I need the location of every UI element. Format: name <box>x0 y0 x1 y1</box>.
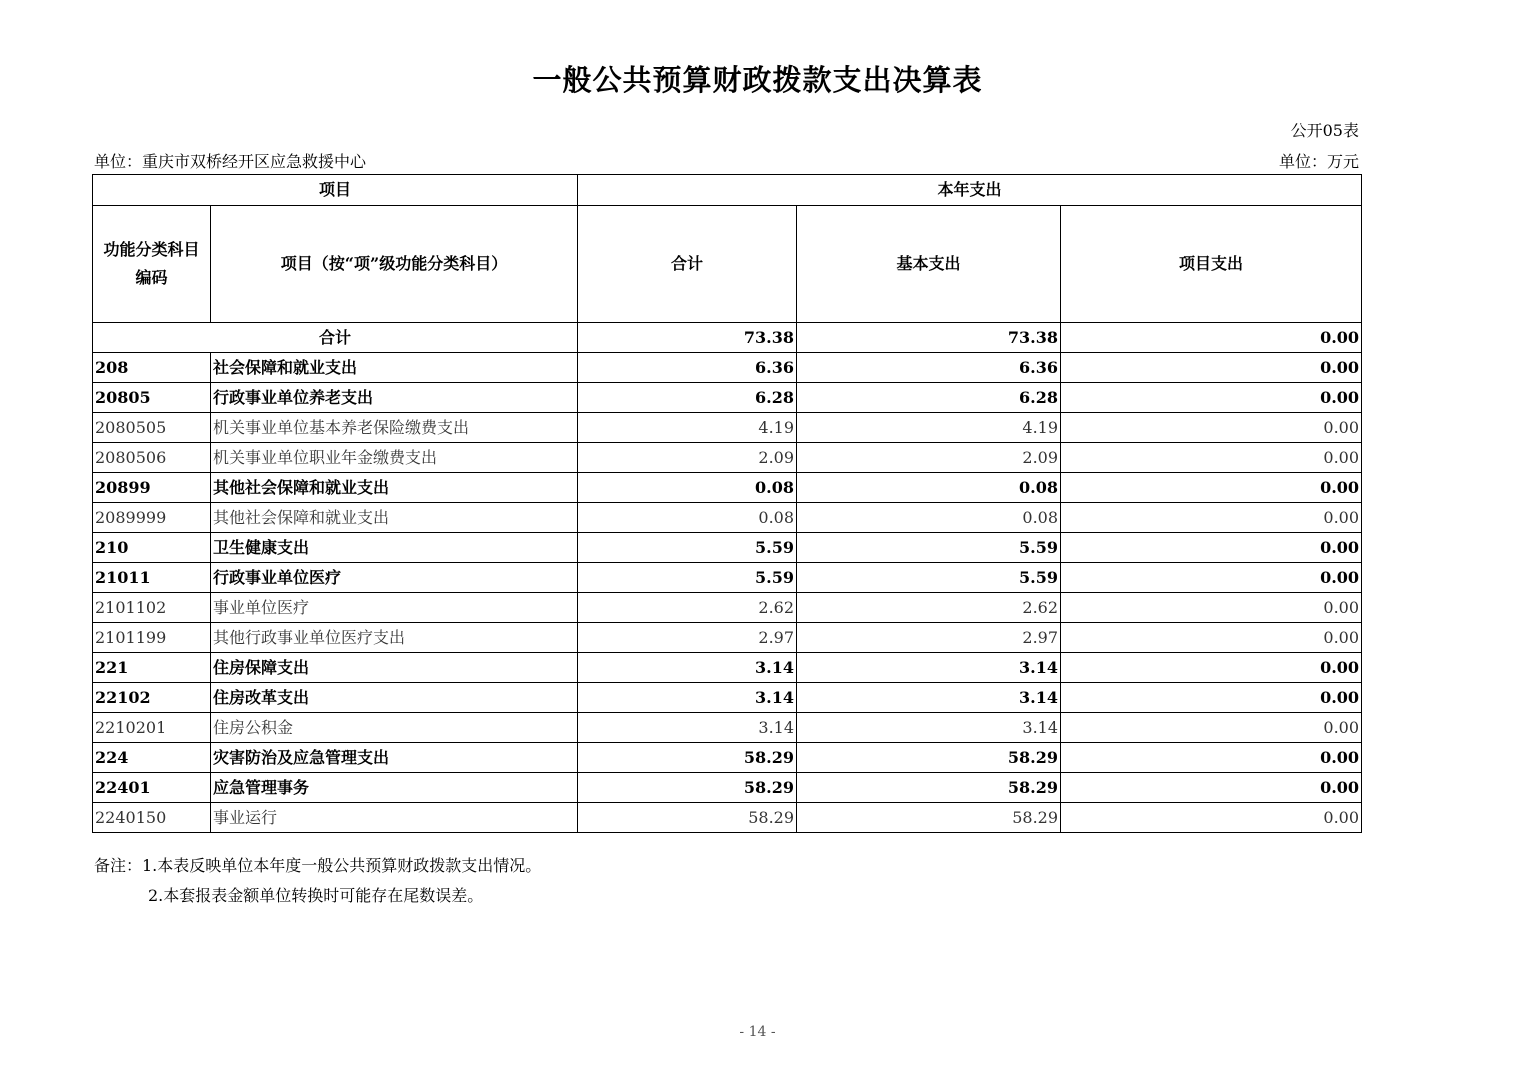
row-project: 0.00 <box>1061 683 1362 713</box>
row-project: 0.00 <box>1061 773 1362 803</box>
total-label: 合计 <box>93 323 578 353</box>
row-project: 0.00 <box>1061 473 1362 503</box>
table-row <box>93 503 1362 533</box>
row-name: 住房保障支出 <box>211 653 578 683</box>
row-project: 0.00 <box>1061 353 1362 383</box>
row-code: 22102 <box>93 683 211 713</box>
row-name: 应急管理事务 <box>211 773 578 803</box>
total-sum: 73.38 <box>578 323 797 353</box>
row-basic: 3.14 <box>797 653 1061 683</box>
row-basic: 5.59 <box>797 533 1061 563</box>
table-row <box>93 683 1362 713</box>
row-basic: 58.29 <box>797 773 1061 803</box>
row-name: 其他社会保障和就业支出 <box>211 503 578 533</box>
row-total: 58.29 <box>578 803 797 833</box>
row-basic: 58.29 <box>797 743 1061 773</box>
row-name: 事业单位医疗 <box>211 593 578 623</box>
row-basic: 6.36 <box>797 353 1061 383</box>
table-row <box>93 803 1362 833</box>
table-row <box>93 563 1362 593</box>
table-row <box>93 353 1362 383</box>
row-name: 机关事业单位基本养老保险缴费支出 <box>211 413 578 443</box>
table-row <box>93 533 1362 563</box>
row-basic: 2.97 <box>797 623 1061 653</box>
table-row <box>93 653 1362 683</box>
row-project: 0.00 <box>1061 743 1362 773</box>
row-code: 2101199 <box>93 623 211 653</box>
row-basic: 3.14 <box>797 683 1061 713</box>
table-row <box>93 713 1362 743</box>
row-name: 社会保障和就业支出 <box>211 353 578 383</box>
row-total: 3.14 <box>578 713 797 743</box>
note-1: 备注：1.本表反映单位本年度一般公共预算财政拨款支出情况。 <box>94 856 542 875</box>
total-project: 0.00 <box>1061 323 1362 353</box>
row-basic: 3.14 <box>797 713 1061 743</box>
row-name: 其他社会保障和就业支出 <box>211 473 578 503</box>
table-row <box>93 773 1362 803</box>
page-number: - 14 - <box>739 1024 776 1040</box>
row-name: 行政事业单位养老支出 <box>211 383 578 413</box>
row-total: 5.59 <box>578 563 797 593</box>
total-row <box>93 323 1362 353</box>
note-2: 2.本套报表金额单位转换时可能存在尾数误差。 <box>148 886 484 905</box>
header-row-1 <box>93 175 1362 206</box>
row-basic: 0.08 <box>797 503 1061 533</box>
row-total: 3.14 <box>578 683 797 713</box>
row-total: 4.19 <box>578 413 797 443</box>
row-code: 2210201 <box>93 713 211 743</box>
row-name: 卫生健康支出 <box>211 533 578 563</box>
table-row <box>93 623 1362 653</box>
row-total: 3.14 <box>578 653 797 683</box>
row-code: 210 <box>93 533 211 563</box>
row-project: 0.00 <box>1061 653 1362 683</box>
unit-organization: 单位：重庆市双桥经开区应急救援中心 <box>94 152 367 171</box>
row-project: 0.00 <box>1061 623 1362 653</box>
notes <box>94 851 541 911</box>
row-project: 0.00 <box>1061 503 1362 533</box>
row-code: 20899 <box>93 473 211 503</box>
row-basic: 5.59 <box>797 563 1061 593</box>
expenditure-table <box>92 174 1362 833</box>
table-row <box>93 473 1362 503</box>
row-total: 2.62 <box>578 593 797 623</box>
table-row <box>93 383 1362 413</box>
header-expense: 本年支出 <box>578 175 1362 206</box>
row-code: 22401 <box>93 773 211 803</box>
row-name: 住房公积金 <box>211 713 578 743</box>
row-project: 0.00 <box>1061 533 1362 563</box>
row-total: 0.08 <box>578 473 797 503</box>
row-code: 2101102 <box>93 593 211 623</box>
header-row-2 <box>93 206 1362 323</box>
row-code: 2080506 <box>93 443 211 473</box>
row-project: 0.00 <box>1061 383 1362 413</box>
row-code: 2080505 <box>93 413 211 443</box>
col-basic-header: 基本支出 <box>797 206 1061 323</box>
unit-currency: 单位：万元 <box>1278 152 1359 171</box>
row-code: 2240150 <box>93 803 211 833</box>
row-basic: 0.08 <box>797 473 1061 503</box>
row-total: 2.09 <box>578 443 797 473</box>
row-code: 21011 <box>93 563 211 593</box>
row-total: 58.29 <box>578 743 797 773</box>
row-project: 0.00 <box>1061 803 1362 833</box>
row-code: 20805 <box>93 383 211 413</box>
table-row <box>93 443 1362 473</box>
row-basic: 2.09 <box>797 443 1061 473</box>
row-code: 2089999 <box>93 503 211 533</box>
table-row <box>93 743 1362 773</box>
form-code: 公开05表 <box>1290 121 1359 140</box>
header-item: 项目 <box>93 175 578 206</box>
row-project: 0.00 <box>1061 413 1362 443</box>
page-title: 一般公共预算财政拨款支出决算表 <box>532 63 983 97</box>
row-name: 住房改革支出 <box>211 683 578 713</box>
row-total: 5.59 <box>578 533 797 563</box>
table-row <box>93 593 1362 623</box>
row-name: 行政事业单位医疗 <box>211 563 578 593</box>
row-name: 其他行政事业单位医疗支出 <box>211 623 578 653</box>
row-name: 事业运行 <box>211 803 578 833</box>
col-project-header: 项目支出 <box>1061 206 1362 323</box>
row-project: 0.00 <box>1061 713 1362 743</box>
col-total-header: 合计 <box>578 206 797 323</box>
row-code: 208 <box>93 353 211 383</box>
col-code-header: 功能分类科目编码 <box>93 206 211 323</box>
row-name: 机关事业单位职业年金缴费支出 <box>211 443 578 473</box>
col-name-header: 项目（按“项”级功能分类科目） <box>211 206 578 323</box>
row-total: 58.29 <box>578 773 797 803</box>
row-total: 2.97 <box>578 623 797 653</box>
row-project: 0.00 <box>1061 563 1362 593</box>
row-total: 6.28 <box>578 383 797 413</box>
row-code: 224 <box>93 743 211 773</box>
row-total: 0.08 <box>578 503 797 533</box>
total-basic: 73.38 <box>797 323 1061 353</box>
row-project: 0.00 <box>1061 443 1362 473</box>
row-basic: 6.28 <box>797 383 1061 413</box>
row-basic: 4.19 <box>797 413 1061 443</box>
row-total: 6.36 <box>578 353 797 383</box>
row-code: 221 <box>93 653 211 683</box>
row-basic: 58.29 <box>797 803 1061 833</box>
row-name: 灾害防治及应急管理支出 <box>211 743 578 773</box>
row-basic: 2.62 <box>797 593 1061 623</box>
row-project: 0.00 <box>1061 593 1362 623</box>
table-row <box>93 413 1362 443</box>
